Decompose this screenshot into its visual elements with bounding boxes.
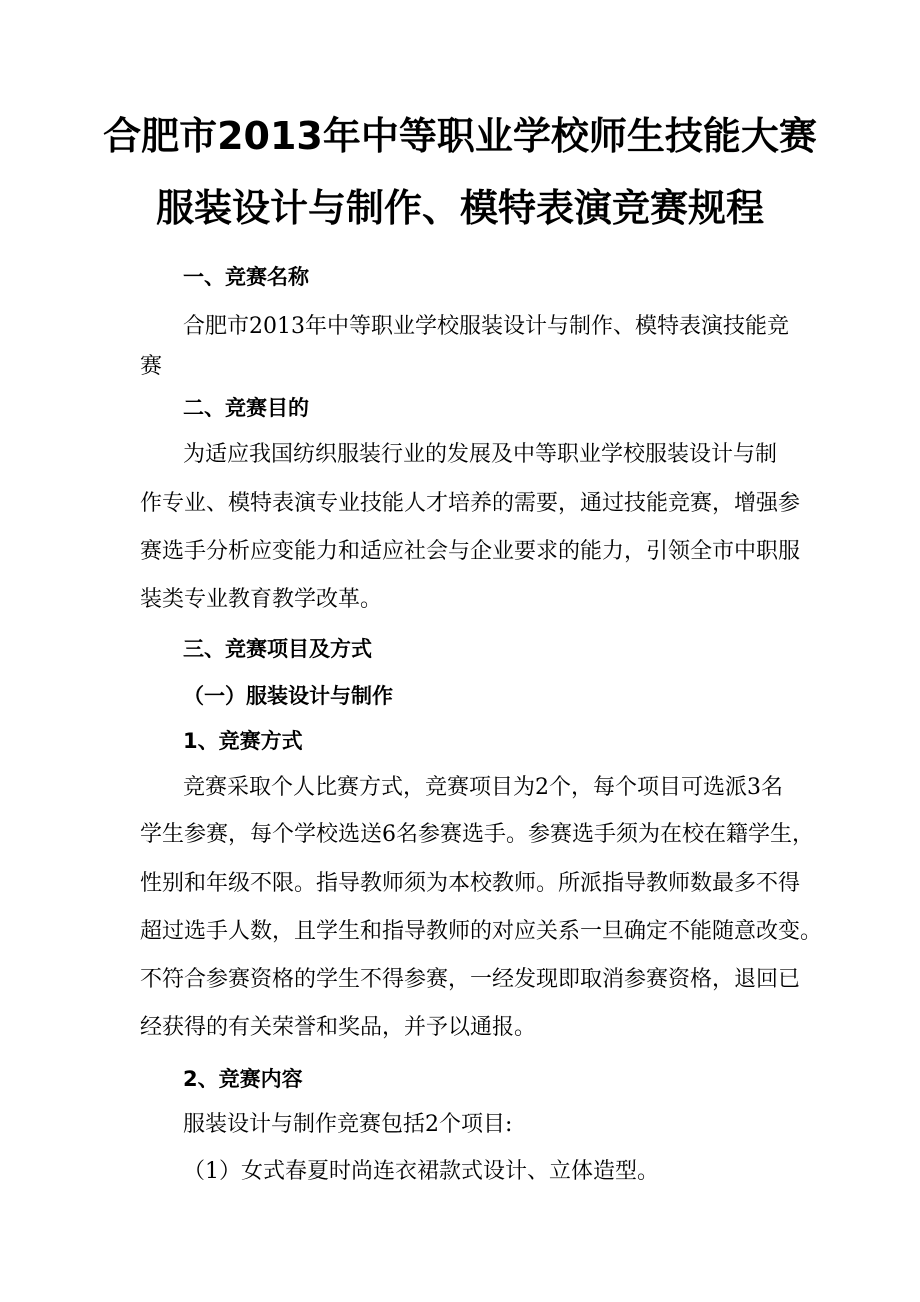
item-1-paragraph-line: 学生参赛，每个学校选送6名参赛选手。参赛选手须为在校在籍学生，	[140, 822, 814, 847]
document-title-line-1: 合肥市2013年中等职业学校师生技能大赛	[103, 114, 817, 158]
section-1-paragraph-line: 合肥市2013年中等职业学校服装设计与制作、模特表演技能竞	[183, 314, 789, 339]
section-2-paragraph-line: 作专业、模特表演专业技能人才培养的需要，通过技能竞赛，增强参	[140, 491, 801, 516]
item-1-paragraph-line: 经获得的有关荣誉和奖品，并予以通报。	[140, 1015, 537, 1040]
item-2-paragraph-line: （1）女式春夏时尚连衣裙款式设计、立体造型。	[183, 1159, 659, 1184]
section-2-paragraph-line: 赛选手分析应变能力和适应社会与企业要求的能力，引领全市中职服	[140, 539, 801, 564]
section-2-heading: 二、竞赛目的	[183, 396, 309, 420]
item-1-paragraph-line: 不符合参赛资格的学生不得参赛，一经发现即取消参赛资格，退回已	[140, 967, 801, 992]
item-2-heading: 2、竞赛内容	[183, 1067, 303, 1091]
item-2-paragraph-line: 服装设计与制作竞赛包括2个项目:	[183, 1112, 513, 1137]
item-1-paragraph-line: 竞赛采取个人比赛方式，竞赛项目为2个，每个项目可选派3名	[183, 775, 783, 800]
section-3-heading: 三、竞赛项目及方式	[183, 637, 372, 661]
section-1-paragraph-line: 赛	[140, 354, 163, 379]
section-3-subheading: （一）服装设计与制作	[183, 684, 393, 708]
document-title-line-2: 服装设计与制作、模特表演竞赛规程	[155, 186, 764, 230]
section-2-paragraph-line: 为适应我国纺织服装行业的发展及中等职业学校服装设计与制	[183, 442, 778, 467]
section-2-paragraph-line: 装类专业教育教学改革。	[140, 587, 383, 612]
item-1-heading: 1、竞赛方式	[183, 729, 303, 753]
item-1-paragraph-line: 性别和年级不限。指导教师须为本校教师。所派指导教师数最多不得	[140, 871, 801, 896]
item-1-paragraph-line: 超过选手人数，且学生和指导教师的对应关系一旦确定不能随意改变。	[140, 919, 823, 944]
section-1-heading: 一、竞赛名称	[183, 265, 309, 289]
